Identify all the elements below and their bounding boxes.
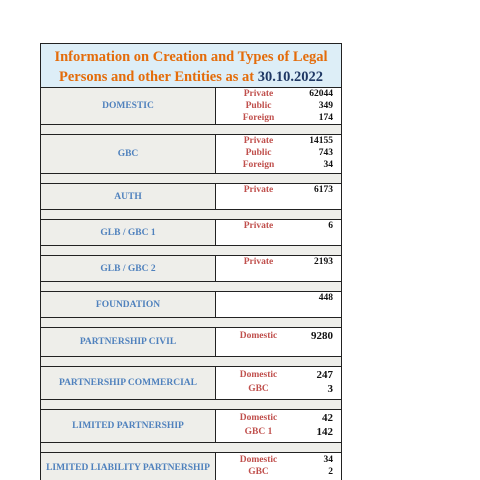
entity-blocks bbox=[41, 88, 341, 480]
entity-row bbox=[41, 256, 341, 282]
entity-values bbox=[216, 367, 341, 399]
entity-count: 247 bbox=[316, 369, 333, 381]
title-line-1: Information on Creation and Types of Legal bbox=[54, 49, 328, 65]
entity-count: 42 bbox=[322, 412, 333, 424]
title-date: 30.10.2022 bbox=[257, 69, 323, 85]
entity-type: Domestic bbox=[239, 413, 278, 423]
value-row bbox=[216, 100, 341, 112]
entity-count: 2193 bbox=[314, 257, 333, 267]
entity-type: Domestic bbox=[239, 455, 278, 465]
entity-name: AUTH bbox=[41, 184, 216, 209]
value-row bbox=[216, 184, 341, 196]
entity-type: Private bbox=[243, 221, 274, 231]
entity-count: 62044 bbox=[309, 89, 333, 99]
entity-name: PARTNERSHIP COMMERCIAL bbox=[41, 367, 216, 399]
title-line-2 bbox=[41, 67, 341, 87]
entity-values bbox=[216, 292, 341, 317]
entity-name: GLB / GBC 1 bbox=[41, 220, 216, 245]
entity-row bbox=[41, 135, 341, 174]
entity-count: 2 bbox=[328, 467, 333, 477]
value-row bbox=[216, 383, 341, 395]
entity-count: 142 bbox=[316, 426, 333, 438]
value-row bbox=[216, 159, 341, 171]
row-separator bbox=[41, 210, 341, 220]
entity-type: Foreign bbox=[242, 113, 275, 123]
entity-type: Private bbox=[243, 257, 274, 267]
entity-values bbox=[216, 256, 341, 281]
table-title bbox=[41, 44, 341, 88]
value-row bbox=[216, 135, 341, 147]
entity-count: 14155 bbox=[309, 136, 333, 146]
entity-count: 6 bbox=[328, 221, 333, 231]
entity-values bbox=[216, 184, 341, 209]
title-line-2-text: Persons and other Entities as at bbox=[59, 69, 255, 85]
value-row bbox=[216, 412, 341, 424]
entity-row bbox=[41, 292, 341, 318]
row-separator bbox=[41, 125, 341, 135]
value-row bbox=[216, 147, 341, 159]
entity-count: 349 bbox=[318, 101, 333, 111]
entity-type: Private bbox=[243, 89, 274, 99]
value-row bbox=[216, 426, 341, 438]
entity-name: LIMITED LIABILITY PARTNERSHIP bbox=[41, 453, 216, 480]
entity-values bbox=[216, 410, 341, 442]
row-separator bbox=[41, 400, 341, 410]
entity-type: Private bbox=[243, 136, 274, 146]
entity-row bbox=[41, 453, 341, 480]
entity-values bbox=[216, 220, 341, 245]
entity-name: LIMITED PARTNERSHIP bbox=[41, 410, 216, 442]
entity-count: 34 bbox=[323, 455, 333, 465]
entity-type: Public bbox=[245, 101, 272, 111]
entities-table bbox=[40, 43, 342, 480]
entity-values bbox=[216, 453, 341, 480]
entity-type: Private bbox=[243, 185, 274, 195]
entity-name: GLB / GBC 2 bbox=[41, 256, 216, 281]
row-separator bbox=[41, 174, 341, 184]
entity-count: 743 bbox=[318, 148, 333, 158]
row-separator bbox=[41, 282, 341, 292]
entity-name: PARTNERSHIP CIVIL bbox=[41, 328, 216, 356]
entity-type: GBC 1 bbox=[244, 427, 273, 437]
entity-values bbox=[216, 135, 341, 173]
value-row bbox=[216, 88, 341, 100]
entity-row bbox=[41, 88, 341, 125]
row-separator bbox=[41, 318, 341, 328]
value-row bbox=[216, 466, 341, 478]
entity-count: 6173 bbox=[314, 185, 333, 195]
value-row bbox=[216, 256, 341, 268]
entity-type: Foreign bbox=[242, 160, 275, 170]
entity-count: 9280 bbox=[311, 330, 333, 342]
entity-type: Public bbox=[245, 148, 272, 158]
row-separator bbox=[41, 246, 341, 256]
value-row bbox=[216, 454, 341, 466]
value-row bbox=[216, 112, 341, 124]
entity-row bbox=[41, 410, 341, 443]
entity-name: FOUNDATION bbox=[41, 292, 216, 317]
entity-row bbox=[41, 367, 341, 400]
entity-type: GBC bbox=[248, 384, 269, 394]
entity-row bbox=[41, 328, 341, 357]
value-row bbox=[216, 220, 341, 232]
row-separator bbox=[41, 443, 341, 453]
entity-row bbox=[41, 220, 341, 246]
value-row bbox=[216, 292, 341, 304]
entity-name: DOMESTIC bbox=[41, 88, 216, 124]
entity-values bbox=[216, 328, 341, 356]
value-row bbox=[216, 330, 341, 342]
entity-count: 34 bbox=[323, 160, 333, 170]
row-separator bbox=[41, 357, 341, 367]
entity-type: Domestic bbox=[239, 331, 278, 341]
entity-count: 448 bbox=[318, 293, 333, 303]
entity-type: GBC bbox=[248, 467, 269, 477]
entity-type: Domestic bbox=[239, 370, 278, 380]
entity-count: 3 bbox=[327, 383, 333, 395]
entity-name: GBC bbox=[41, 135, 216, 173]
value-row bbox=[216, 369, 341, 381]
entity-row bbox=[41, 184, 341, 210]
entity-values bbox=[216, 88, 341, 124]
entity-count: 174 bbox=[318, 113, 333, 123]
